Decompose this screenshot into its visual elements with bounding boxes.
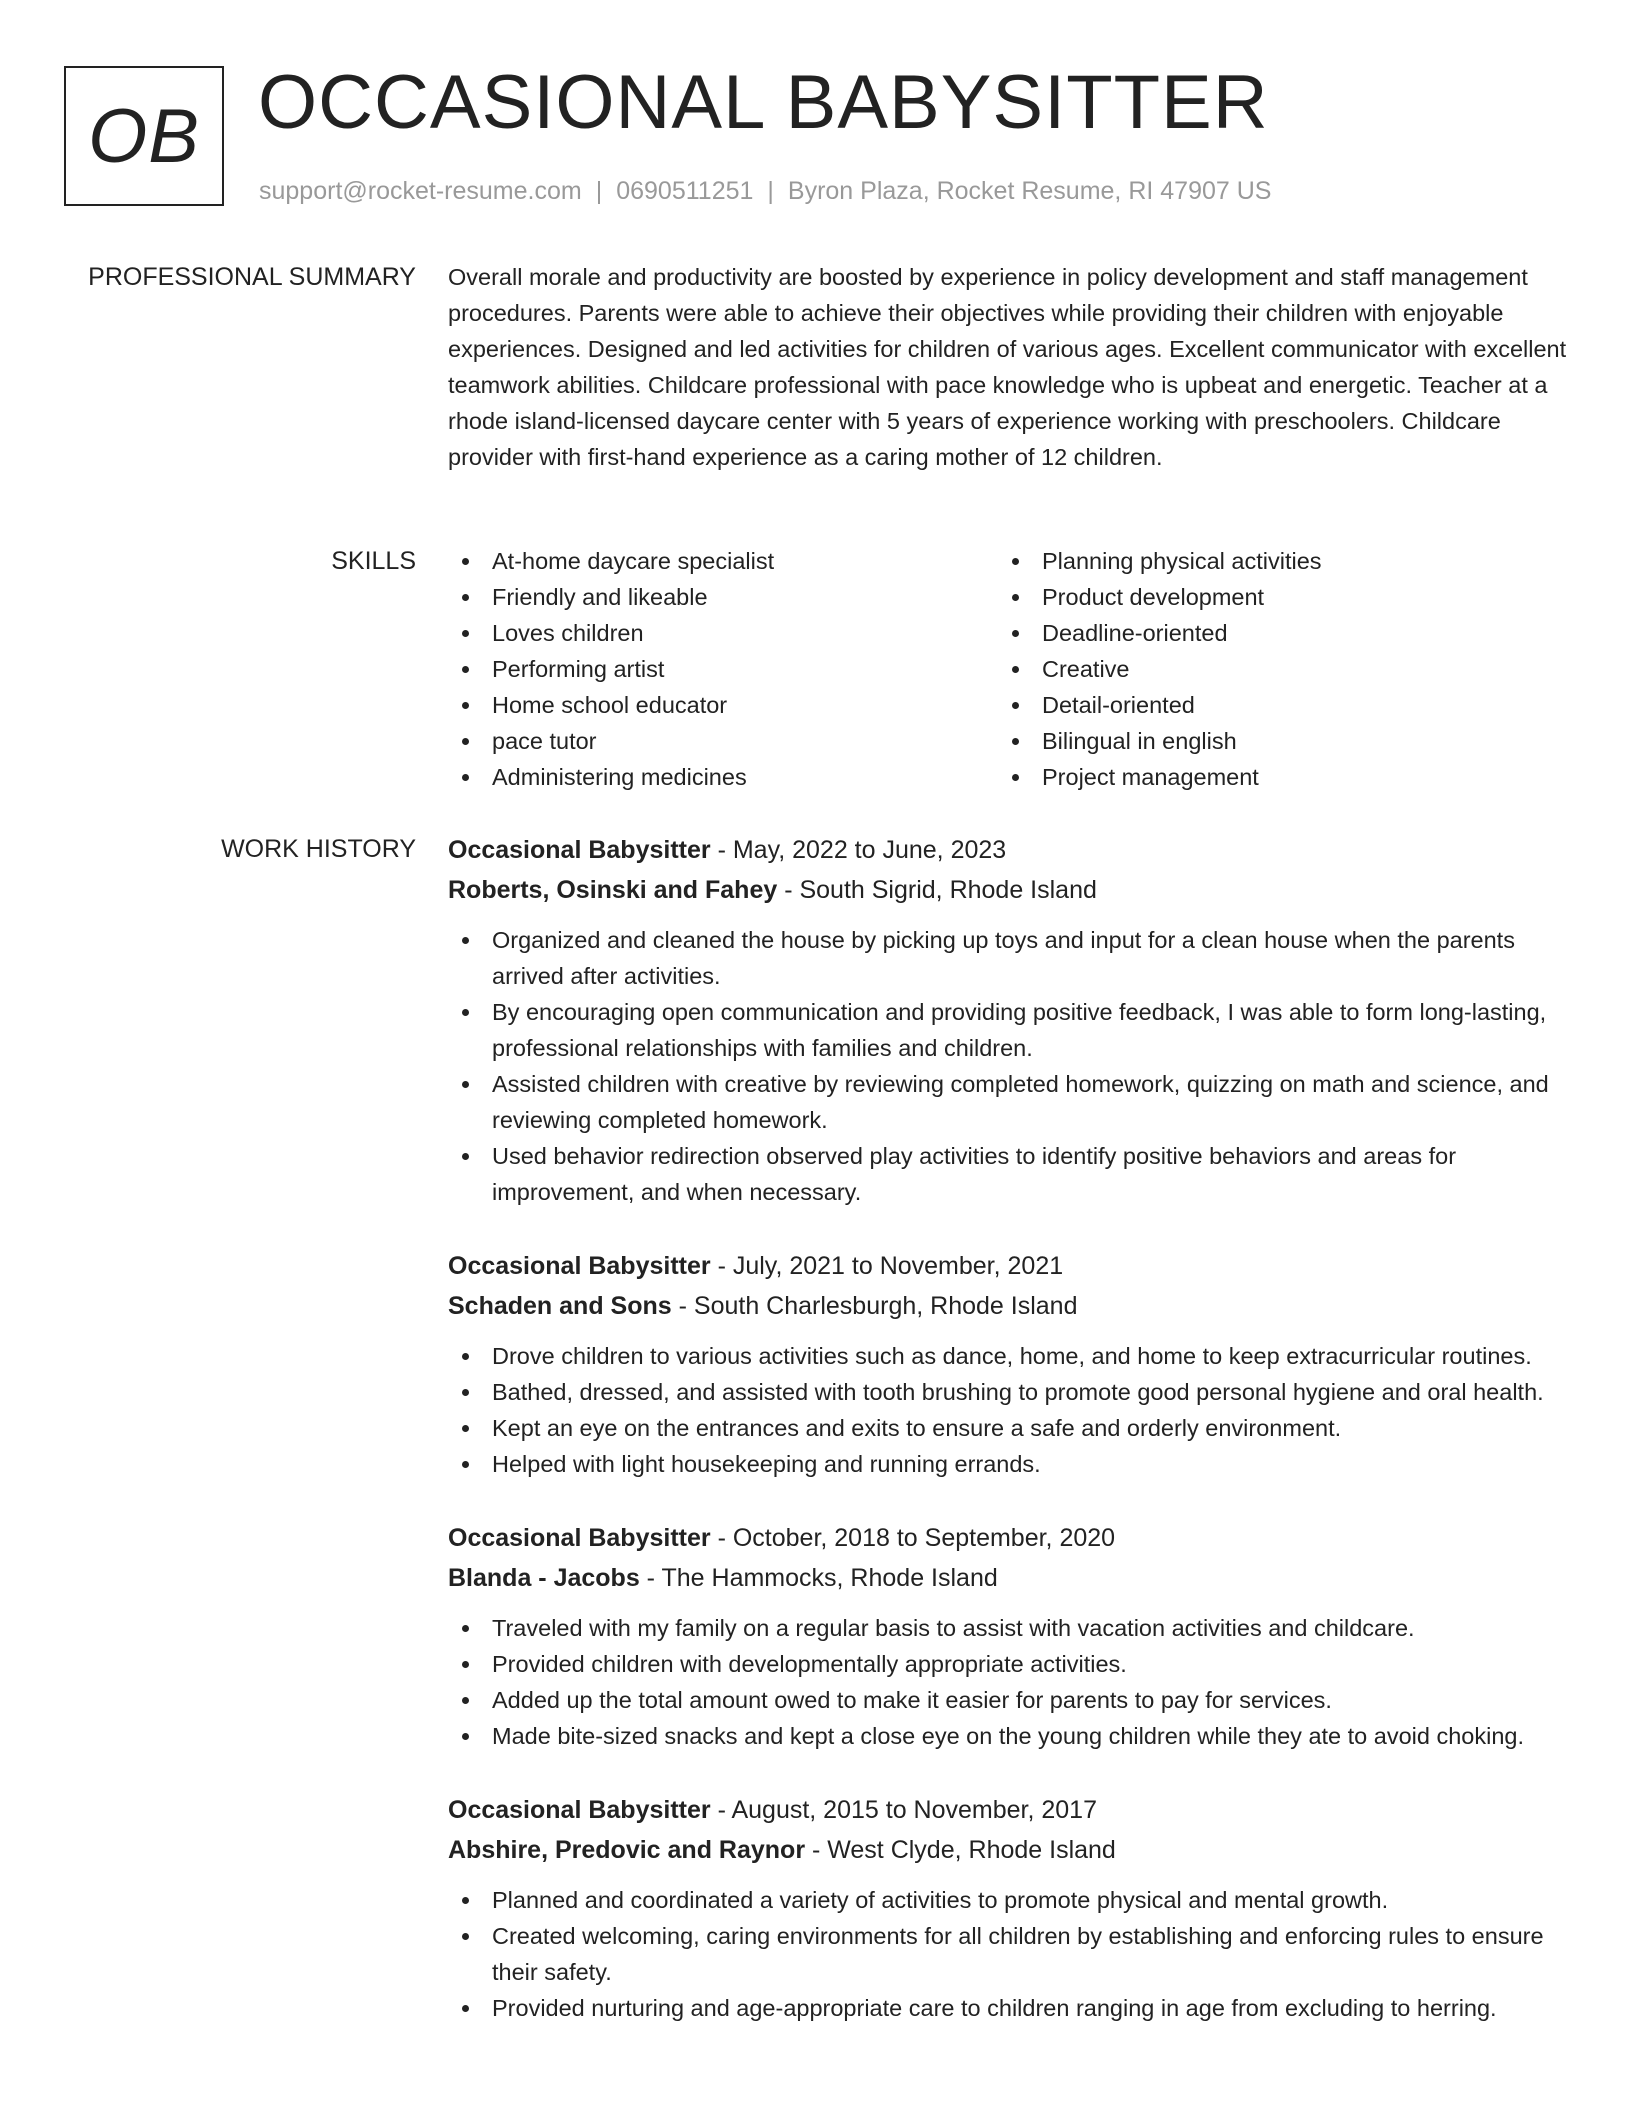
skill-item: Deadline-oriented: [998, 615, 1548, 651]
skill-item: At-home daycare specialist: [448, 543, 998, 579]
job-bullet: Helped with light housekeeping and running errands.: [448, 1446, 1568, 1482]
work-history-heading: WORK HISTORY: [221, 835, 416, 863]
monogram-initials: OB: [88, 93, 200, 179]
job-entry: [448, 1246, 1568, 1482]
job-title-line: [448, 1790, 1568, 1830]
summary-body: [448, 259, 1568, 475]
job-bullet: Organized and cleaned the house by picking up toys and input for a clean house when the parents arrived after activities.: [448, 922, 1568, 994]
job-company-line: [448, 870, 1568, 910]
skills-heading: SKILLS: [331, 547, 416, 575]
job-bullet-list: [448, 922, 1568, 1210]
skill-item: Friendly and likeable: [448, 579, 998, 615]
contact-email: support@rocket-resume.com: [259, 177, 582, 205]
job-dates: - July, 2021 to November, 2021: [710, 1252, 1064, 1280]
job-bullet: Kept an eye on the entrances and exits to ensure a safe and orderly environment.: [448, 1410, 1568, 1446]
job-company: Blanda - Jacobs: [448, 1564, 640, 1592]
job-title-line: [448, 1246, 1568, 1286]
job-location: - West Clyde, Rhode Island: [805, 1836, 1116, 1864]
job-bullet-list: [448, 1882, 1568, 2026]
skill-item: Detail-oriented: [998, 687, 1548, 723]
skill-item: Loves children: [448, 615, 998, 651]
job-title: Occasional Babysitter: [448, 1524, 711, 1552]
skills-columns: [448, 543, 1568, 795]
candidate-name: OCCASIONAL BABYSITTER: [258, 60, 1269, 145]
monogram-box: [64, 66, 224, 206]
summary-text: Overall morale and productivity are boosted by experience in policy development and staff management procedures. Parents were able to achieve their objectives while providing their children with enjoyable experiences. Designed and led activities for children of various ages. Excellent communicator with excellent teamwork abilities. Childcare professional with pace knowledge who is upbeat and energetic. Teacher at a rhode island-licensed daycare center with 5 years of experience working with preschoolers. Childcare provider with first-hand experience as a caring mother of 12 children.: [448, 264, 1567, 470]
job-bullet: Planned and coordinated a variety of activities to promote physical and mental growth.: [448, 1882, 1568, 1918]
job-company: Schaden and Sons: [448, 1292, 672, 1320]
job-bullet: Traveled with my family on a regular basis to assist with vacation activities and childcare.: [448, 1610, 1568, 1646]
skill-item: Performing artist: [448, 651, 998, 687]
job-dates: - May, 2022 to June, 2023: [710, 836, 1007, 864]
contact-separator: |: [767, 177, 774, 205]
job-dates: - October, 2018 to September, 2020: [710, 1524, 1116, 1552]
job-title: Occasional Babysitter: [448, 836, 711, 864]
job-bullet: Bathed, dressed, and assisted with tooth brushing to promote good personal hygiene and oral health.: [448, 1374, 1568, 1410]
work-history-body: [448, 830, 1568, 2062]
job-bullet: Used behavior redirection observed play activities to identify positive behaviors and areas for improvement, and when necessary.: [448, 1138, 1568, 1210]
job-bullet-list: [448, 1610, 1568, 1754]
skill-item: Product development: [998, 579, 1548, 615]
job-entry: [448, 1790, 1568, 2026]
job-bullet-list: [448, 1338, 1568, 1482]
contact-address: Byron Plaza, Rocket Resume, RI 47907 US: [787, 177, 1272, 205]
job-company-line: [448, 1830, 1568, 1870]
job-entry: [448, 1518, 1568, 1754]
job-title-line: [448, 1518, 1568, 1558]
skill-item: Project management: [998, 759, 1548, 795]
contact-line: [259, 174, 1271, 208]
job-bullet: Provided nurturing and age-appropriate care to children ranging in age from excluding to herring.: [448, 1990, 1568, 2026]
job-location: - The Hammocks, Rhode Island: [639, 1564, 998, 1592]
skills-body: [448, 543, 1568, 795]
job-bullet: By encouraging open communication and providing positive feedback, I was able to form long-lasting, professional relationships with families and children.: [448, 994, 1568, 1066]
job-company: Abshire, Predovic and Raynor: [448, 1836, 806, 1864]
skills-list-left: [448, 543, 998, 795]
job-location: - South Charlesburgh, Rhode Island: [671, 1292, 1078, 1320]
job-dates: - August, 2015 to November, 2017: [710, 1796, 1097, 1824]
contact-separator: |: [595, 177, 603, 205]
job-bullet: Assisted children with creative by reviewing completed homework, quizzing on math and science, and reviewing completed homework.: [448, 1066, 1568, 1138]
job-location: - South Sigrid, Rhode Island: [777, 876, 1097, 904]
contact-phone: 0690511251: [616, 177, 754, 205]
job-bullet: Drove children to various activities such as dance, home, and home to keep extracurricular routines.: [448, 1338, 1568, 1374]
job-bullet: Provided children with developmentally appropriate activities.: [448, 1646, 1568, 1682]
skill-item: Creative: [998, 651, 1548, 687]
job-company: Roberts, Osinski and Fahey: [448, 876, 778, 904]
skill-item: Bilingual in english: [998, 723, 1548, 759]
summary-heading: PROFESSIONAL SUMMARY: [88, 263, 416, 291]
job-bullet: Created welcoming, caring environments for all children by establishing and enforcing rules to ensure their safety.: [448, 1918, 1568, 1990]
job-title: Occasional Babysitter: [448, 1796, 711, 1824]
skills-list-right: [998, 543, 1548, 795]
job-company-line: [448, 1558, 1568, 1598]
job-title: Occasional Babysitter: [448, 1252, 711, 1280]
job-bullet: Made bite-sized snacks and kept a close eye on the young children while they ate to avoid choking.: [448, 1718, 1568, 1754]
job-bullet: Added up the total amount owed to make it easier for parents to pay for services.: [448, 1682, 1568, 1718]
skill-item: Planning physical activities: [998, 543, 1548, 579]
job-title-line: [448, 830, 1568, 870]
job-entry: [448, 830, 1568, 1210]
skill-item: Administering medicines: [448, 759, 998, 795]
skill-item: pace tutor: [448, 723, 998, 759]
skill-item: Home school educator: [448, 687, 998, 723]
job-company-line: [448, 1286, 1568, 1326]
